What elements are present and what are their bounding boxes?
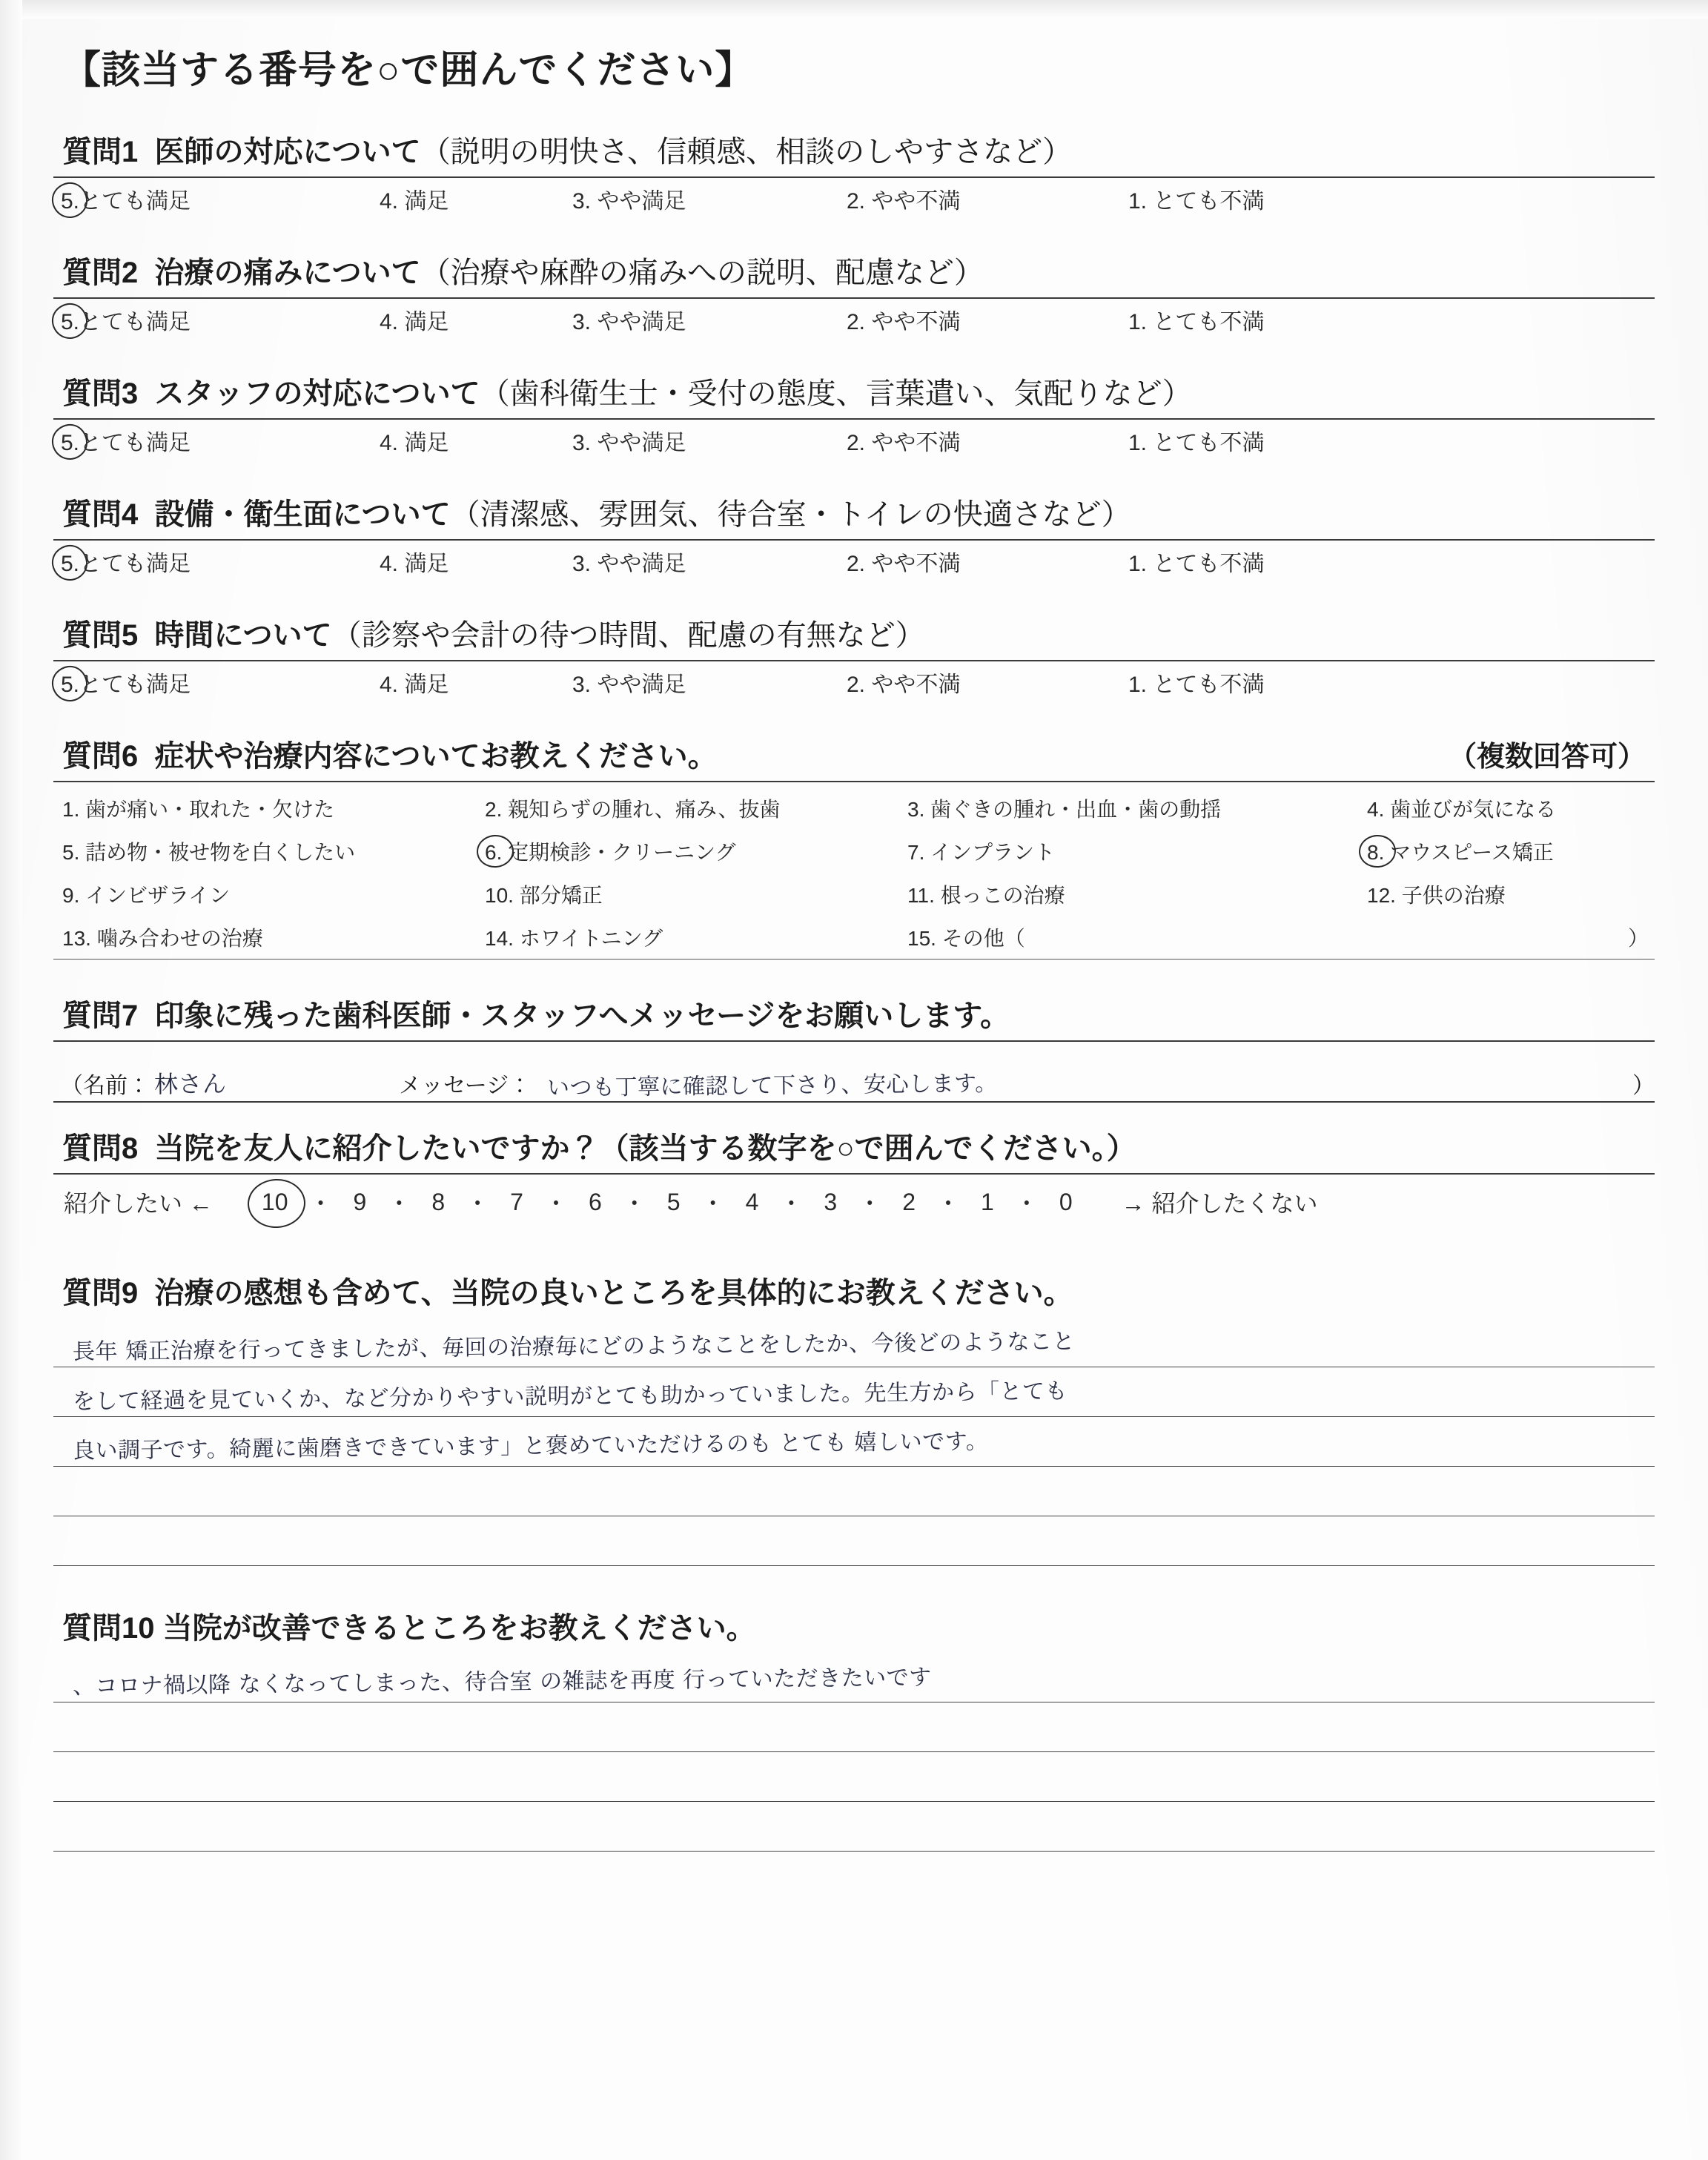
- message-label-q7: メッセージ：: [399, 1074, 532, 1098]
- rating-option-4-q3[interactable]: 4. 満足: [380, 431, 449, 455]
- question-title-q5: [62, 612, 1655, 654]
- question-label-q1: 質問1: [62, 136, 139, 168]
- rating-option-4-q4[interactable]: 4. 満足: [380, 552, 449, 576]
- nps-option-4[interactable]: 4: [745, 1188, 759, 1215]
- rating-option-3-q2[interactable]: 3. やや満足: [572, 310, 686, 334]
- paper-edge-top: [0, 0, 1708, 19]
- divider: [53, 176, 1655, 178]
- rating-option-5-q5[interactable]: 5.とても満足: [61, 673, 191, 697]
- rating-option-3-q5[interactable]: 3. やや満足: [572, 673, 686, 697]
- checklist-option-4[interactable]: 4. 歯並びが気になる: [1367, 798, 1557, 821]
- question-note-q6: （複数回答可）: [1448, 742, 1646, 773]
- rating-scale-q2: [53, 303, 1655, 342]
- question-title-q8: [62, 1125, 1655, 1167]
- nps-option-5[interactable]: 5: [666, 1188, 681, 1215]
- nps-option-0[interactable]: 0: [1059, 1188, 1073, 1215]
- answer-line[interactable]: 、コロナ禍以降 なくなってしまった、待合室 の雑誌を再度 行っていただきたいです: [53, 1653, 1655, 1702]
- question-title-q3: [62, 370, 1655, 412]
- checklist-option-15[interactable]: 15. その他（: [907, 927, 1025, 950]
- checklist-option-5[interactable]: 5. 詰め物・被せ物を白くしたい: [62, 841, 356, 864]
- rating-option-1-q1[interactable]: 1. とても不満: [1128, 189, 1265, 214]
- question-heading-q1: 医師の対応について: [154, 136, 421, 168]
- question-label-q7: 質問7: [62, 1000, 139, 1032]
- answer-line[interactable]: 長年 矯正治療を行ってきましたが、毎回の治療毎にどのようなことをしたか、今後どのようなこと: [53, 1318, 1655, 1367]
- question-title-q1: [62, 128, 1655, 171]
- checklist-option-2[interactable]: 2. 親知らずの腫れ、痛み、抜歯: [485, 798, 781, 821]
- checklist-option-7[interactable]: 7. インプラント: [907, 841, 1056, 864]
- nps-option-1[interactable]: 1: [981, 1188, 994, 1215]
- answer-row-q7: [53, 1046, 1655, 1100]
- question-block-q4: [53, 491, 1655, 584]
- rating-option-4-q2[interactable]: 4. 満足: [380, 310, 449, 334]
- question-heading-q8: 当院を友人に紹介したいですか？（該当する数字を○で囲んでください。）: [154, 1132, 1136, 1165]
- question-detail-q5: （診察や会計の待つ時間、配慮の有無など）: [331, 619, 925, 652]
- rating-option-5-q2[interactable]: 5.とても満足: [61, 310, 191, 334]
- nps-option-9[interactable]: 9: [353, 1188, 367, 1215]
- rating-option-5-q4[interactable]: 5.とても満足: [61, 552, 191, 576]
- rating-option-1-q3[interactable]: 1. とても不満: [1128, 431, 1265, 455]
- rating-option-4-q5[interactable]: 4. 満足: [380, 673, 449, 697]
- rating-scale-q5: [53, 666, 1655, 704]
- checklist-option-6[interactable]: 6. 定期検診・クリーニング: [485, 841, 736, 864]
- nps-option-3[interactable]: 3: [824, 1188, 838, 1215]
- question-title-q9: [62, 1269, 1655, 1312]
- checklist-row: [53, 787, 1655, 830]
- answer-line[interactable]: [53, 1752, 1655, 1802]
- message-value-q7[interactable]: いつも丁寧に確認して下さり、安心します。: [547, 1070, 999, 1102]
- question-heading-q10: 当院が改善できるところをお教えください。: [162, 1612, 756, 1645]
- checklist-option-11[interactable]: 11. 根っこの治療: [907, 884, 1065, 907]
- rating-scale-q1: [53, 182, 1655, 221]
- rating-option-3-q4[interactable]: 3. やや満足: [572, 552, 686, 576]
- divider: [53, 1101, 1655, 1103]
- divider: [53, 297, 1655, 299]
- checklist-option-3[interactable]: 3. 歯ぐきの腫れ・出血・歯の動揺: [907, 798, 1222, 821]
- nps-right-label: → 紹介したくない: [1121, 1190, 1318, 1217]
- answer-line[interactable]: [53, 1802, 1655, 1852]
- question-block-q8: [53, 1125, 1655, 1225]
- question-detail-q4: （清潔感、雰囲気、待合室・トイレの快適さなど）: [450, 498, 1131, 531]
- question-heading-q4: 設備・衛生面について: [154, 498, 451, 531]
- rating-option-1-q4[interactable]: 1. とても不満: [1128, 552, 1265, 576]
- checklist-row: [53, 916, 1655, 959]
- question-label-q4: 質問4: [62, 498, 139, 531]
- page-title: 【該当する番号を○で囲んでください】: [62, 49, 755, 92]
- question-heading-q9: 治療の感想も含めて、当院の良いところを具体的にお教えください。: [154, 1277, 1073, 1309]
- divider: [53, 781, 1655, 782]
- nps-scale-q8: 紹介したい ← 10 ・ 9 ・ 8 ・ 7 ・ 6 ・ 5 ・ 4 ・ 3 ・ 2 ・ 1 ・ 0 → 紹介したくない: [53, 1179, 1655, 1225]
- rating-scale-q4: [53, 545, 1655, 584]
- question-title-q4: [62, 491, 1655, 533]
- question-block-q1: [53, 128, 1655, 221]
- checklist-option-10[interactable]: 10. 部分矯正: [485, 884, 603, 907]
- nps-option-2[interactable]: 2: [902, 1188, 916, 1215]
- answer-line[interactable]: 良い調子です。綺麗に歯磨きできています」と褒めていただけるのも とても 嬉しいです。: [53, 1417, 1655, 1467]
- question-block-q3: [53, 370, 1655, 463]
- question-title-q6: [62, 733, 1646, 775]
- nps-left-label: 紹介したい ←: [64, 1190, 213, 1217]
- name-value-q7[interactable]: 林さん: [153, 1069, 227, 1099]
- question-heading-q7: 印象に残った歯科医師・スタッフへメッセージをお願いします。: [154, 1000, 1010, 1032]
- question-block-q6: [53, 733, 1655, 960]
- checklist-option-8[interactable]: 8. マウスピース矯正: [1367, 841, 1554, 864]
- rating-option-2-q3[interactable]: 2. やや不満: [847, 431, 961, 455]
- rating-option-3-q3[interactable]: 3. やや満足: [572, 431, 686, 455]
- answer-line[interactable]: [53, 1702, 1655, 1752]
- question-block-q2: [53, 249, 1655, 342]
- checklist-option-1[interactable]: 1. 歯が痛い・取れた・欠けた: [62, 798, 335, 821]
- nps-option-6[interactable]: 6: [588, 1188, 602, 1215]
- rating-option-2-q4[interactable]: 2. やや不満: [847, 552, 961, 576]
- question-heading-q3: スタッフの対応について: [154, 377, 480, 410]
- answer-lines-q10[interactable]: [53, 1653, 1655, 1852]
- survey-form: [53, 39, 1655, 1880]
- paren-close-q7: ）: [1632, 1074, 1655, 1098]
- question-block-q10: [53, 1605, 1655, 1852]
- question-label-q8: 質問8: [62, 1132, 139, 1165]
- answer-line[interactable]: をして経過を見ていくか、など分かりやすい説明がとても助かっていました。先生方から「とても: [53, 1367, 1655, 1417]
- rating-option-2-q2[interactable]: 2. やや不満: [847, 310, 961, 334]
- question-title-q10: [62, 1605, 1655, 1647]
- rating-option-1-q5[interactable]: 1. とても不満: [1128, 673, 1265, 697]
- question-detail-q1: （説明の明快さ、信頼感、相談のしやすさなど）: [420, 136, 1073, 168]
- question-heading-q5: 時間について: [154, 619, 332, 652]
- rating-option-4-q1[interactable]: 4. 満足: [380, 189, 449, 214]
- rating-option-5-q1[interactable]: 5.とても満足: [61, 189, 191, 214]
- rating-scale-q3: [53, 424, 1655, 463]
- divider: [53, 660, 1655, 661]
- question-block-q5: [53, 612, 1655, 704]
- rating-option-2-q5[interactable]: 2. やや不満: [847, 673, 961, 697]
- nps-option-8[interactable]: 8: [431, 1188, 446, 1215]
- question-title-q7: [62, 992, 1655, 1034]
- question-label-q10: 質問10: [62, 1612, 155, 1645]
- question-block-q7: [53, 992, 1655, 1103]
- question-heading-q6: 症状や治療内容についてお教えください。: [154, 740, 718, 773]
- rating-option-2-q1[interactable]: 2. やや不満: [847, 189, 961, 214]
- checklist-option-12[interactable]: 12. 子供の治療: [1367, 884, 1506, 907]
- question-detail-q3: （歯科衛生士・受付の態度、言葉遣い、気配りなど）: [480, 377, 1192, 410]
- question-title-q2: [62, 249, 1655, 291]
- checklist-option-15-close: ）: [1627, 927, 1649, 950]
- rating-option-3-q1[interactable]: 3. やや満足: [572, 189, 686, 214]
- checklist-row: [53, 873, 1655, 916]
- question-label-q3: 質問3: [62, 377, 139, 410]
- question-label-q5: 質問5: [62, 619, 139, 652]
- question-label-q2: 質問2: [62, 257, 139, 289]
- question-detail-q2: （治療や麻酔の痛みへの説明、配慮など）: [420, 257, 984, 289]
- checklist-option-14[interactable]: 14. ホワイトニング: [485, 927, 663, 950]
- answer-line[interactable]: [53, 1516, 1655, 1566]
- answer-lines-q9[interactable]: [53, 1318, 1655, 1566]
- checklist-option-9[interactable]: 9. インビザライン: [62, 884, 231, 907]
- checklist-row: [53, 830, 1655, 873]
- rating-option-5-q3[interactable]: 5.とても満足: [61, 431, 191, 455]
- divider: [53, 1040, 1655, 1042]
- name-label-q7: （名前：: [61, 1074, 150, 1098]
- checklist-q6: [53, 787, 1655, 960]
- answer-line[interactable]: [53, 1467, 1655, 1516]
- nps-option-7[interactable]: 7: [510, 1188, 523, 1215]
- question-label-q6: 質問6: [62, 740, 139, 773]
- divider: [53, 418, 1655, 420]
- divider: [53, 539, 1655, 541]
- question-block-q9: [53, 1269, 1655, 1566]
- divider: [53, 1173, 1655, 1175]
- paper-edge-left: [0, 0, 22, 2160]
- question-heading-q2: 治療の痛みについて: [154, 257, 421, 289]
- divider: [53, 959, 1655, 960]
- nps-option-10[interactable]: 10: [261, 1188, 288, 1215]
- checklist-option-13[interactable]: 13. 噛み合わせの治療: [62, 927, 263, 950]
- question-label-q9: 質問9: [62, 1277, 139, 1309]
- rating-option-1-q2[interactable]: 1. とても不満: [1128, 310, 1265, 334]
